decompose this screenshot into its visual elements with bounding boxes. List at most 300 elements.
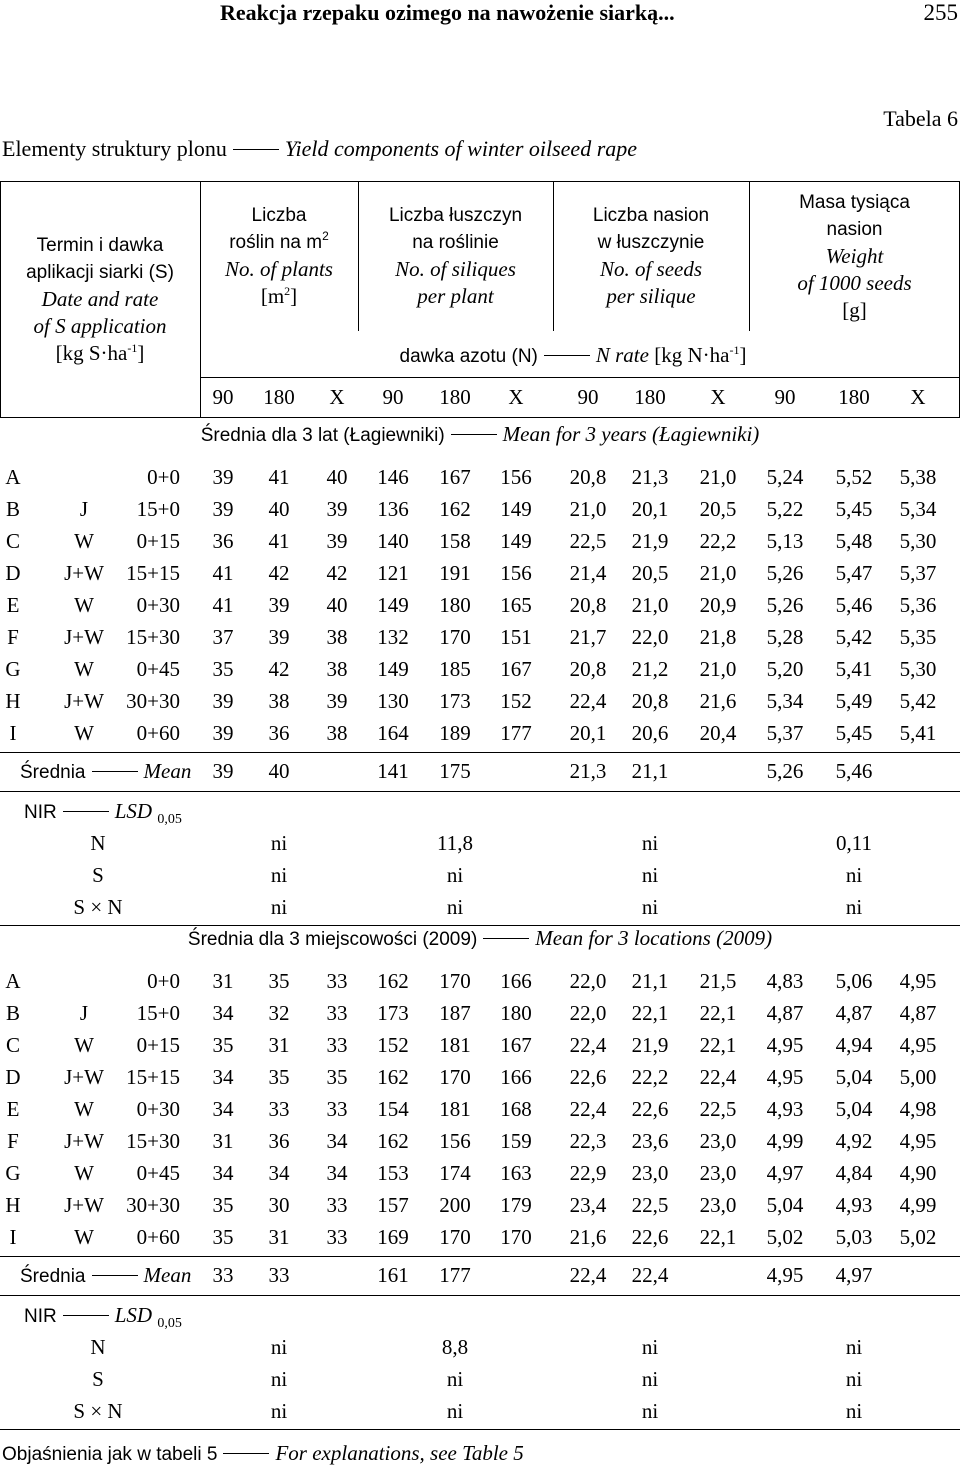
lsd-value: ni [845, 1399, 863, 1423]
application-term: W [74, 529, 94, 553]
value-cell: 34 [268, 1161, 290, 1185]
value-cell: 39 [326, 529, 348, 553]
value-cell: 33 [326, 1001, 348, 1025]
lsd-level: 0,05 [157, 1316, 182, 1332]
value-cell: 31 [212, 969, 234, 993]
value-cell: 36 [212, 529, 234, 553]
n-dose-cell: X [508, 385, 524, 409]
mean-value: 33 [212, 1263, 234, 1287]
section-title [0, 422, 960, 447]
value-cell: 4,92 [835, 1129, 873, 1153]
section-title-pl: Średnia dla 3 miejscowości (2009) [187, 929, 478, 950]
value-cell: 33 [326, 1193, 348, 1217]
value-cell: 4,97 [766, 1161, 804, 1185]
value-cell: 5,41 [835, 657, 873, 681]
value-cell: 5,38 [899, 465, 937, 489]
section-title-en: Mean for 3 locations (2009) [535, 926, 773, 950]
table-row [0, 621, 960, 653]
value-cell: 5,04 [835, 1097, 873, 1121]
value-cell: 20,8 [569, 657, 607, 681]
value-cell: 22,0 [569, 1001, 607, 1025]
value-cell: 5,04 [766, 1193, 804, 1217]
value-cell: 39 [268, 625, 290, 649]
col-head-siliques: Liczba łuszczyn na roślinie No. of siliques per plant [388, 205, 523, 308]
table-row [0, 1125, 960, 1157]
table-row [0, 1093, 960, 1125]
value-cell: 34 [212, 1065, 234, 1089]
value-cell: 32 [268, 1001, 290, 1025]
value-cell: 5,35 [899, 625, 937, 649]
value-cell: 187 [439, 1001, 471, 1025]
mean-label-dash [92, 1275, 138, 1276]
value-cell: 159 [500, 1129, 532, 1153]
value-cell: 34 [212, 1161, 234, 1185]
value-cell: 4,95 [899, 969, 937, 993]
value-cell: 169 [377, 1225, 409, 1249]
value-cell: 23,6 [631, 1129, 669, 1153]
running-header [0, 0, 960, 30]
application-term: J+W [64, 1129, 104, 1153]
value-cell: 157 [377, 1193, 409, 1217]
lsd-value: ni [446, 863, 464, 887]
value-cell: 38 [326, 721, 348, 745]
treatment-code: H [5, 1193, 21, 1217]
value-cell: 200 [439, 1193, 471, 1217]
caption-pl: Elementy struktury plonu [2, 136, 227, 161]
value-cell: 20,8 [569, 465, 607, 489]
value-cell: 121 [377, 561, 409, 585]
value-cell: 21,0 [569, 497, 607, 521]
value-cell: 5,03 [835, 1225, 873, 1249]
value-cell: 173 [377, 1001, 409, 1025]
value-cell: 5,49 [835, 689, 873, 713]
value-cell: 5,00 [899, 1065, 937, 1089]
mean-row [0, 1259, 960, 1291]
value-cell: 4,95 [899, 1129, 937, 1153]
n-dose-cell: 180 [439, 385, 471, 409]
sulfur-dose: 30+30 [126, 689, 180, 713]
value-cell: 167 [500, 657, 532, 681]
table-row [0, 717, 960, 749]
value-cell: 156 [500, 465, 532, 489]
lsd-value: ni [845, 1335, 863, 1359]
value-cell: 23,0 [699, 1161, 737, 1185]
lsd-label-pl: NIR [24, 802, 57, 823]
value-cell: 5,13 [766, 529, 804, 553]
treatment-code: F [7, 1129, 19, 1153]
value-cell: 23,0 [699, 1193, 737, 1217]
treatment-code: I [9, 1225, 17, 1249]
value-cell: 4,95 [766, 1065, 804, 1089]
value-cell: 5,06 [835, 969, 873, 993]
lsd-value: ni [641, 863, 659, 887]
value-cell: 21,3 [631, 465, 669, 489]
lsd-value: ni [446, 895, 464, 919]
value-cell: 5,41 [899, 721, 937, 745]
table-number: Tabela 6 [883, 106, 958, 131]
treatment-code: G [5, 657, 21, 681]
value-cell: 38 [326, 657, 348, 681]
value-cell: 20,6 [631, 721, 669, 745]
lsd-factor: S [92, 863, 104, 887]
value-cell: 5,46 [835, 593, 873, 617]
value-cell: 4,90 [899, 1161, 937, 1185]
value-cell: 21,6 [569, 1225, 607, 1249]
lsd-row [0, 1331, 960, 1363]
value-cell: 22,1 [631, 1001, 669, 1025]
treatment-code: E [6, 593, 20, 617]
value-cell: 5,24 [766, 465, 804, 489]
lsd-value: ni [641, 1399, 659, 1423]
value-cell: 5,45 [835, 497, 873, 521]
value-cell: 39 [212, 465, 234, 489]
application-term: J+W [64, 561, 104, 585]
value-cell: 4,87 [766, 1001, 804, 1025]
mean-value: 40 [268, 759, 290, 783]
value-cell: 21,5 [699, 969, 737, 993]
value-cell: 5,52 [835, 465, 873, 489]
col-head-plants: Liczba roślin na $m^2$ No. of plants $[m^2]$ [225, 205, 333, 308]
value-cell: 5,28 [766, 625, 804, 649]
sulfur-dose: 0+15 [136, 1033, 180, 1057]
mean-label [20, 755, 191, 789]
value-cell: 35 [268, 1065, 290, 1089]
value-cell: 34 [326, 1129, 348, 1153]
application-term: J [79, 497, 89, 521]
value-cell: 181 [439, 1033, 471, 1057]
treatment-code: B [5, 1001, 20, 1025]
lsd-value: ni [270, 863, 288, 887]
value-cell: 166 [500, 1065, 532, 1089]
sulfur-dose: 0+0 [147, 969, 180, 993]
value-cell: 132 [377, 625, 409, 649]
table-row [0, 1221, 960, 1253]
value-cell: 33 [268, 1097, 290, 1121]
value-cell: 149 [500, 529, 532, 553]
value-cell: 22,3 [569, 1129, 607, 1153]
n-rate-label: dawka azotu (N) N rate [kg $N\cdot ha^{-1}$] [399, 343, 747, 367]
lsd-value: ni [641, 1367, 659, 1391]
value-cell: 35 [326, 1065, 348, 1089]
value-cell: 31 [268, 1225, 290, 1249]
sulfur-dose: 15+15 [126, 1065, 180, 1089]
value-cell: 4,99 [899, 1193, 937, 1217]
sulfur-dose: 15+30 [126, 625, 180, 649]
table-row [0, 525, 960, 557]
mean-value: 22,4 [631, 1263, 669, 1287]
value-cell: 170 [439, 1225, 471, 1249]
section-title-pl: Średnia dla 3 lat (Łagiewniki) [200, 425, 445, 446]
n-dose-cell: X [710, 385, 726, 409]
value-cell: 4,87 [835, 1001, 873, 1025]
section-title-dash [451, 434, 497, 435]
application-term: W [74, 1097, 94, 1121]
value-cell: 38 [326, 625, 348, 649]
section-title [0, 926, 960, 951]
lsd-row [0, 1395, 960, 1427]
value-cell: 20,4 [699, 721, 737, 745]
value-cell: 21,0 [631, 593, 669, 617]
value-cell: 162 [377, 1065, 409, 1089]
value-cell: 21,1 [631, 969, 669, 993]
value-cell: 22,4 [569, 689, 607, 713]
value-cell: 163 [500, 1161, 532, 1185]
n-dose-cell: X [910, 385, 926, 409]
value-cell: 162 [439, 497, 471, 521]
mean-value: 33 [268, 1263, 290, 1287]
table-row [0, 1189, 960, 1221]
mean-value: 4,95 [766, 1263, 804, 1287]
lsd-value: ni [641, 895, 659, 919]
value-cell: 39 [212, 689, 234, 713]
section-title-dash [483, 938, 529, 939]
table-row [0, 1029, 960, 1061]
value-cell: 5,34 [766, 689, 804, 713]
sulfur-dose: 15+0 [136, 497, 180, 521]
value-cell: 22,2 [631, 1065, 669, 1089]
caption-dash [233, 149, 279, 150]
value-cell: 33 [326, 969, 348, 993]
value-cell: 21,2 [631, 657, 669, 681]
lsd-value: ni [270, 1367, 288, 1391]
value-cell: 170 [439, 625, 471, 649]
application-term: J+W [64, 689, 104, 713]
mean-value: 39 [212, 759, 234, 783]
value-cell: 21,6 [699, 689, 737, 713]
application-term: W [74, 593, 94, 617]
lsd-value: 8,8 [441, 1335, 469, 1359]
value-cell: 34 [212, 1001, 234, 1025]
mean-value: 4,97 [835, 1263, 873, 1287]
value-cell: 156 [439, 1129, 471, 1153]
lsd-value: ni [446, 1367, 464, 1391]
value-cell: 21,9 [631, 529, 669, 553]
value-cell: 21,4 [569, 561, 607, 585]
value-cell: 41 [212, 561, 234, 585]
lsd-row [0, 891, 960, 923]
col-head-term: Termin i dawka aplikacji siarki (S) Date and rate of S application [kg $S\cdot ha^{-1}$] [26, 235, 174, 365]
header-middle-rule [200, 377, 960, 378]
sulfur-dose: 0+30 [136, 593, 180, 617]
section-end-rule [0, 1429, 960, 1430]
sulfur-dose: 0+15 [136, 529, 180, 553]
lsd-factor: S × N [73, 1399, 123, 1423]
value-cell: 22,1 [699, 1033, 737, 1057]
value-cell: 189 [439, 721, 471, 745]
value-cell: 22,5 [699, 1097, 737, 1121]
header-bottom-rule [0, 417, 960, 418]
mean-value: 177 [439, 1263, 471, 1287]
table-row [0, 965, 960, 997]
value-cell: 170 [500, 1225, 532, 1249]
value-cell: 21,9 [631, 1033, 669, 1057]
value-cell: 22,0 [569, 969, 607, 993]
lsd-label-dash [63, 1315, 109, 1316]
value-cell: 170 [439, 1065, 471, 1089]
value-cell: 35 [212, 1033, 234, 1057]
mean-label-pl: Średnia [20, 1266, 86, 1287]
footnote: Objaśnienia jak w tabeli 5 For explanations, see Table 5 [2, 1441, 524, 1465]
lsd-rule [0, 791, 960, 792]
application-term: W [74, 1161, 94, 1185]
treatment-code: I [9, 721, 17, 745]
sulfur-dose: 0+45 [136, 657, 180, 681]
value-cell: 23,0 [631, 1161, 669, 1185]
mean-label-dash [92, 771, 138, 772]
table-row [0, 557, 960, 589]
table-caption [2, 136, 637, 162]
value-cell: 23,0 [699, 1129, 737, 1153]
value-cell: 167 [500, 1033, 532, 1057]
lsd-factor: S × N [73, 895, 123, 919]
value-cell: 22,6 [631, 1097, 669, 1121]
mean-rule [0, 1256, 960, 1257]
lsd-value: ni [845, 895, 863, 919]
sulfur-dose: 15+30 [126, 1129, 180, 1153]
value-cell: 146 [377, 465, 409, 489]
sulfur-dose: 0+0 [147, 465, 180, 489]
value-cell: 31 [268, 1033, 290, 1057]
value-cell: 5,30 [899, 657, 937, 681]
value-cell: 5,37 [766, 721, 804, 745]
sulfur-dose: 0+45 [136, 1161, 180, 1185]
value-cell: 5,48 [835, 529, 873, 553]
value-cell: 20,1 [569, 721, 607, 745]
value-cell: 21,0 [699, 657, 737, 681]
value-cell: 180 [500, 1001, 532, 1025]
value-cell: 22,9 [569, 1161, 607, 1185]
value-cell: 5,37 [899, 561, 937, 585]
value-cell: 4,94 [835, 1033, 873, 1057]
mean-row [0, 755, 960, 787]
lsd-row [0, 1363, 960, 1395]
value-cell: 34 [326, 1161, 348, 1185]
value-cell: 20,5 [631, 561, 669, 585]
value-cell: 156 [500, 561, 532, 585]
value-cell: 5,04 [835, 1065, 873, 1089]
value-cell: 149 [377, 593, 409, 617]
n-dose-cell: 90 [577, 385, 599, 409]
value-cell: 22,6 [631, 1225, 669, 1249]
page-number: 255 [923, 0, 958, 25]
treatment-code: H [5, 689, 21, 713]
value-cell: 130 [377, 689, 409, 713]
application-term: W [74, 1225, 94, 1249]
table-row [0, 1061, 960, 1093]
value-cell: 35 [212, 657, 234, 681]
application-term: J+W [64, 1065, 104, 1089]
value-cell: 39 [268, 593, 290, 617]
value-cell: 38 [268, 689, 290, 713]
application-term: W [74, 721, 94, 745]
sulfur-dose: 0+60 [136, 1225, 180, 1249]
lsd-value: ni [641, 831, 659, 855]
lsd-factor: N [90, 831, 106, 855]
lsd-value: ni [641, 1335, 659, 1359]
value-cell: 22,1 [699, 1225, 737, 1249]
value-cell: 22,1 [699, 1001, 737, 1025]
value-cell: 21,8 [699, 625, 737, 649]
value-cell: 20,1 [631, 497, 669, 521]
value-cell: 21,7 [569, 625, 607, 649]
value-cell: 152 [377, 1033, 409, 1057]
value-cell: 31 [212, 1129, 234, 1153]
treatment-code: G [5, 1161, 21, 1185]
n-dose-cell: 90 [382, 385, 404, 409]
value-cell: 20,9 [699, 593, 737, 617]
lsd-value: ni [270, 895, 288, 919]
value-cell: 173 [439, 689, 471, 713]
col-head-seeds: Liczba nasion w łuszczynie No. of seeds per silique [592, 205, 710, 308]
value-cell: 35 [212, 1225, 234, 1249]
lsd-rule [0, 1295, 960, 1296]
value-cell: 4,84 [835, 1161, 873, 1185]
value-cell: 165 [500, 593, 532, 617]
lsd-value: ni [446, 1399, 464, 1423]
mean-value: 21,3 [569, 759, 607, 783]
value-cell: 167 [439, 465, 471, 489]
value-cell: 4,83 [766, 969, 804, 993]
value-cell: 42 [268, 657, 290, 681]
n-dose-cell: X [329, 385, 345, 409]
value-cell: 39 [212, 497, 234, 521]
value-cell: 21,0 [699, 465, 737, 489]
value-cell: 34 [212, 1097, 234, 1121]
value-cell: 39 [212, 721, 234, 745]
value-cell: 4,93 [766, 1097, 804, 1121]
value-cell: 149 [500, 497, 532, 521]
value-cell: 170 [439, 969, 471, 993]
application-term: J+W [64, 1193, 104, 1217]
lsd-label-en: LSD [114, 1303, 153, 1327]
n-dose-cell: 180 [838, 385, 870, 409]
value-cell: 4,93 [835, 1193, 873, 1217]
mean-value: 22,4 [569, 1263, 607, 1287]
treatment-code: C [5, 529, 20, 553]
value-cell: 191 [439, 561, 471, 585]
value-cell: 149 [377, 657, 409, 681]
treatment-code: E [6, 1097, 20, 1121]
value-cell: 140 [377, 529, 409, 553]
value-cell: 22,5 [569, 529, 607, 553]
value-cell: 153 [377, 1161, 409, 1185]
value-cell: 36 [268, 721, 290, 745]
lsd-value: ni [845, 863, 863, 887]
lsd-value: 11,8 [437, 831, 473, 855]
value-cell: 4,98 [899, 1097, 937, 1121]
value-cell: 40 [268, 497, 290, 521]
table-row [0, 653, 960, 685]
lsd-value: ni [845, 1367, 863, 1391]
value-cell: 151 [500, 625, 532, 649]
n-dose-cell: 90 [212, 385, 234, 409]
value-cell: 5,22 [766, 497, 804, 521]
value-cell: 40 [326, 593, 348, 617]
treatment-code: A [5, 465, 21, 489]
value-cell: 22,4 [699, 1065, 737, 1089]
sulfur-dose: 15+15 [126, 561, 180, 585]
value-cell: 5,34 [899, 497, 937, 521]
value-cell: 5,26 [766, 593, 804, 617]
table-row [0, 1157, 960, 1189]
value-cell: 4,87 [899, 1001, 937, 1025]
value-cell: 5,02 [766, 1225, 804, 1249]
mean-label-en: Mean [143, 1263, 192, 1287]
value-cell: 180 [439, 593, 471, 617]
value-cell: 39 [326, 689, 348, 713]
value-cell: 162 [377, 969, 409, 993]
value-cell: 41 [268, 465, 290, 489]
